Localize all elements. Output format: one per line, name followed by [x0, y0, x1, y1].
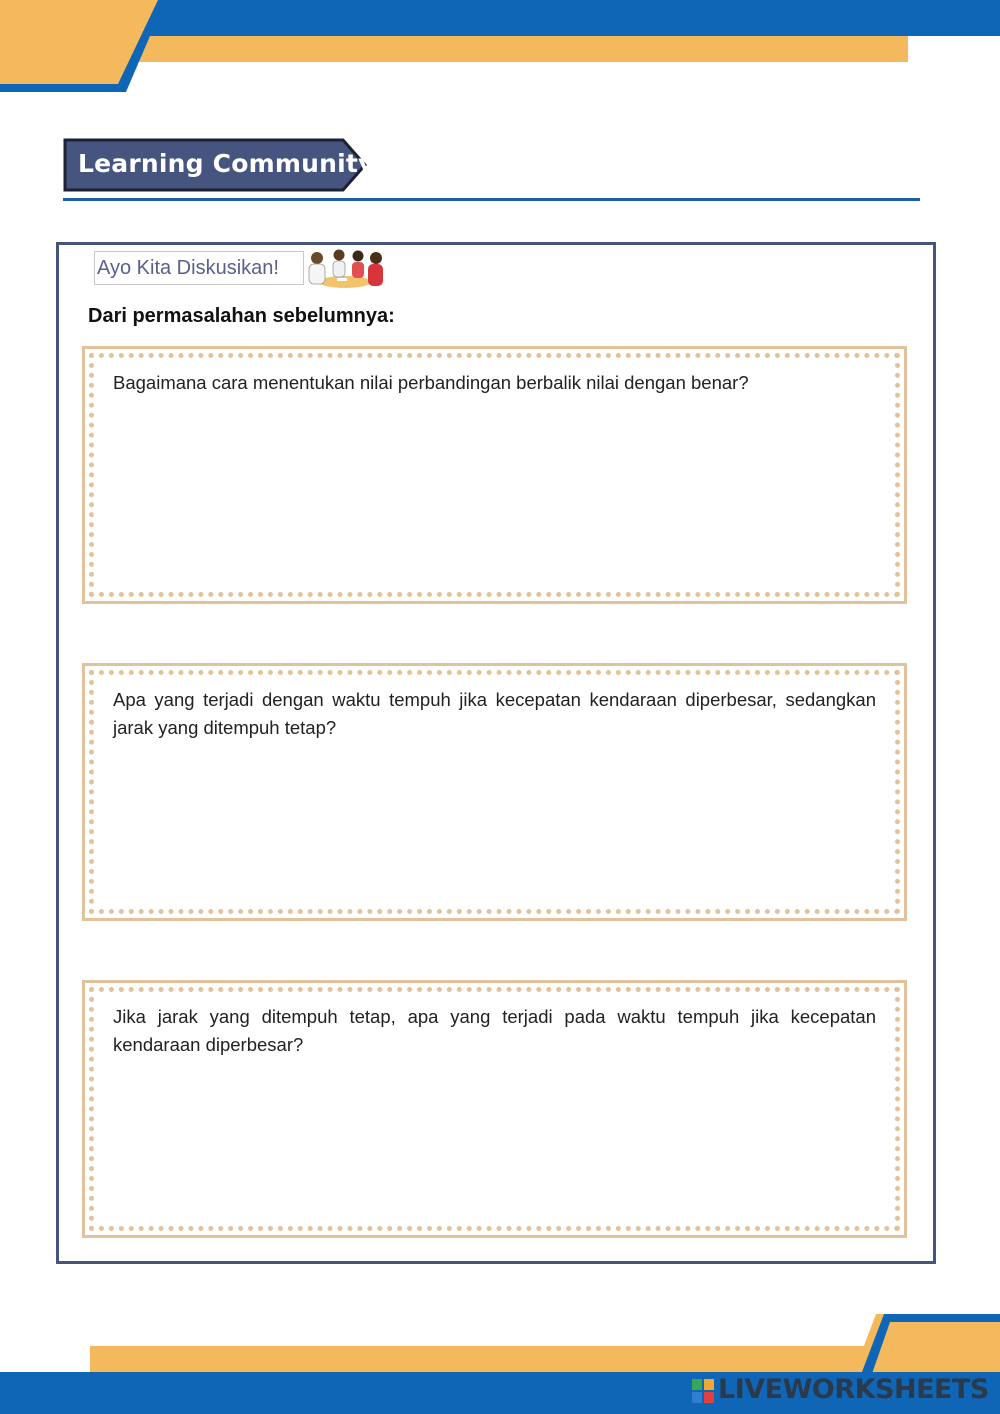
- activity-label-box: [94, 251, 304, 285]
- people-discussion-icon: [303, 246, 387, 292]
- section-title: Learning Community: [78, 149, 375, 178]
- liveworksheets-watermark: [692, 1372, 989, 1408]
- question-box-1[interactable]: [82, 346, 907, 604]
- section-title-banner: [63, 138, 375, 192]
- title-divider: [63, 198, 920, 201]
- intro-text: Dari permasalahan sebelumnya:: [88, 305, 395, 327]
- question-text-1: Bagaimana cara menentukan nilai perbandingan berbalik nilai dengan benar?: [113, 372, 749, 393]
- top-decoration: [0, 0, 1000, 95]
- question-text-3: Jika jarak yang ditempuh tetap, apa yang terjadi pada waktu tempuh jika kecepatan kendaraan diperbesar?: [113, 1006, 876, 1055]
- activity-label: Ayo Kita Diskusikan!: [97, 257, 279, 279]
- question-text-2: Apa yang terjadi dengan waktu tempuh jika kecepatan kendaraan diperbesar, sedangkan jarak yang ditempuh tetap?: [113, 689, 876, 738]
- question-box-2[interactable]: [82, 663, 907, 921]
- liveworksheets-logo-icon: [692, 1379, 714, 1403]
- watermark-text: LIVEWORKSHEETS: [718, 1374, 989, 1405]
- question-box-3[interactable]: [82, 980, 907, 1238]
